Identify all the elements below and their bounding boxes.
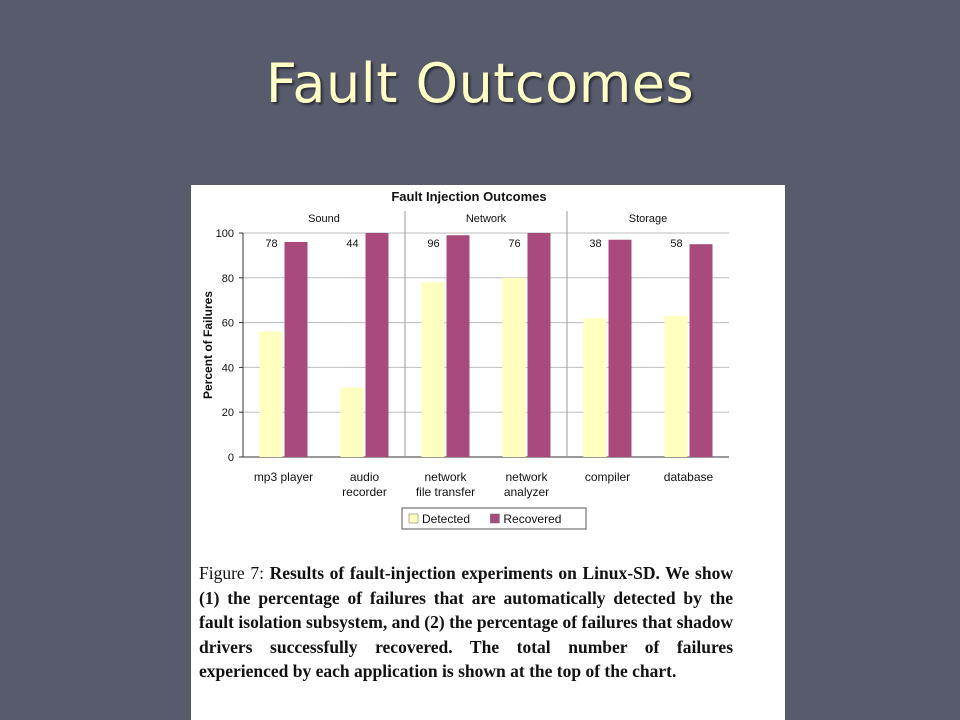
y-tick-label: 40 bbox=[221, 362, 234, 375]
bar-detected bbox=[665, 316, 688, 457]
y-tick-label: 20 bbox=[221, 407, 234, 420]
group-label: Network bbox=[465, 213, 507, 225]
bar-recovered bbox=[609, 240, 632, 457]
failure-count-label: 76 bbox=[508, 238, 521, 250]
bar-recovered bbox=[690, 244, 713, 457]
y-axis-label: Percent of Failures bbox=[201, 290, 215, 400]
x-tick-label: recorder bbox=[342, 485, 387, 499]
x-tick-label: file transfer bbox=[415, 485, 476, 499]
caption-text: Results of fault-injection experiments on Linux-SD. We show (1) the percentage of failures that are automatically detected by the fault isolation subsystem, and (2) the percentage of failures that shadow drivers successfully recovered. The total number of failures experienced by each application is shown at the top of the chart. bbox=[199, 563, 733, 681]
failure-count-label: 58 bbox=[670, 238, 683, 250]
failure-count-label: 44 bbox=[346, 238, 359, 250]
x-tick-label: mp3 player bbox=[253, 470, 314, 484]
x-tick-label: database bbox=[663, 470, 714, 484]
group-label: Storage bbox=[628, 213, 668, 225]
bar-recovered bbox=[528, 233, 551, 457]
figure-panel bbox=[191, 185, 785, 720]
y-tick-label: 0 bbox=[227, 452, 234, 464]
x-tick-label: analyzer bbox=[503, 485, 550, 499]
bar-recovered bbox=[285, 242, 308, 457]
legend-swatch bbox=[409, 514, 418, 523]
bar-detected bbox=[584, 318, 607, 457]
x-tick-label: network bbox=[505, 470, 548, 484]
failure-count-label: 78 bbox=[265, 238, 278, 250]
bar-recovered bbox=[447, 235, 470, 457]
legend-label: Detected bbox=[422, 512, 471, 526]
plot-layer bbox=[216, 211, 729, 529]
figure-caption bbox=[199, 561, 733, 684]
legend-label: Recovered bbox=[503, 512, 562, 526]
chart-title: Fault Injection Outcomes bbox=[391, 189, 547, 204]
y-tick-label: 100 bbox=[215, 228, 234, 240]
fault-outcomes-chart bbox=[191, 185, 785, 555]
group-label: Sound bbox=[308, 213, 340, 225]
failure-count-label: 96 bbox=[427, 238, 440, 250]
legend-swatch bbox=[490, 514, 499, 523]
bar-detected bbox=[422, 282, 445, 457]
slide-title: Fault Outcomes bbox=[265, 52, 695, 115]
y-tick-label: 60 bbox=[221, 317, 234, 330]
bar-detected bbox=[341, 388, 364, 457]
bar-detected bbox=[260, 332, 283, 457]
y-tick-label: 80 bbox=[221, 272, 234, 285]
caption-label: Figure 7: bbox=[199, 563, 264, 583]
x-tick-label: network bbox=[424, 470, 467, 484]
x-tick-label: compiler bbox=[584, 470, 631, 484]
failure-count-label: 38 bbox=[589, 238, 602, 250]
x-tick-label: audio bbox=[349, 470, 380, 484]
bar-detected bbox=[503, 278, 526, 457]
bar-recovered bbox=[366, 233, 389, 457]
